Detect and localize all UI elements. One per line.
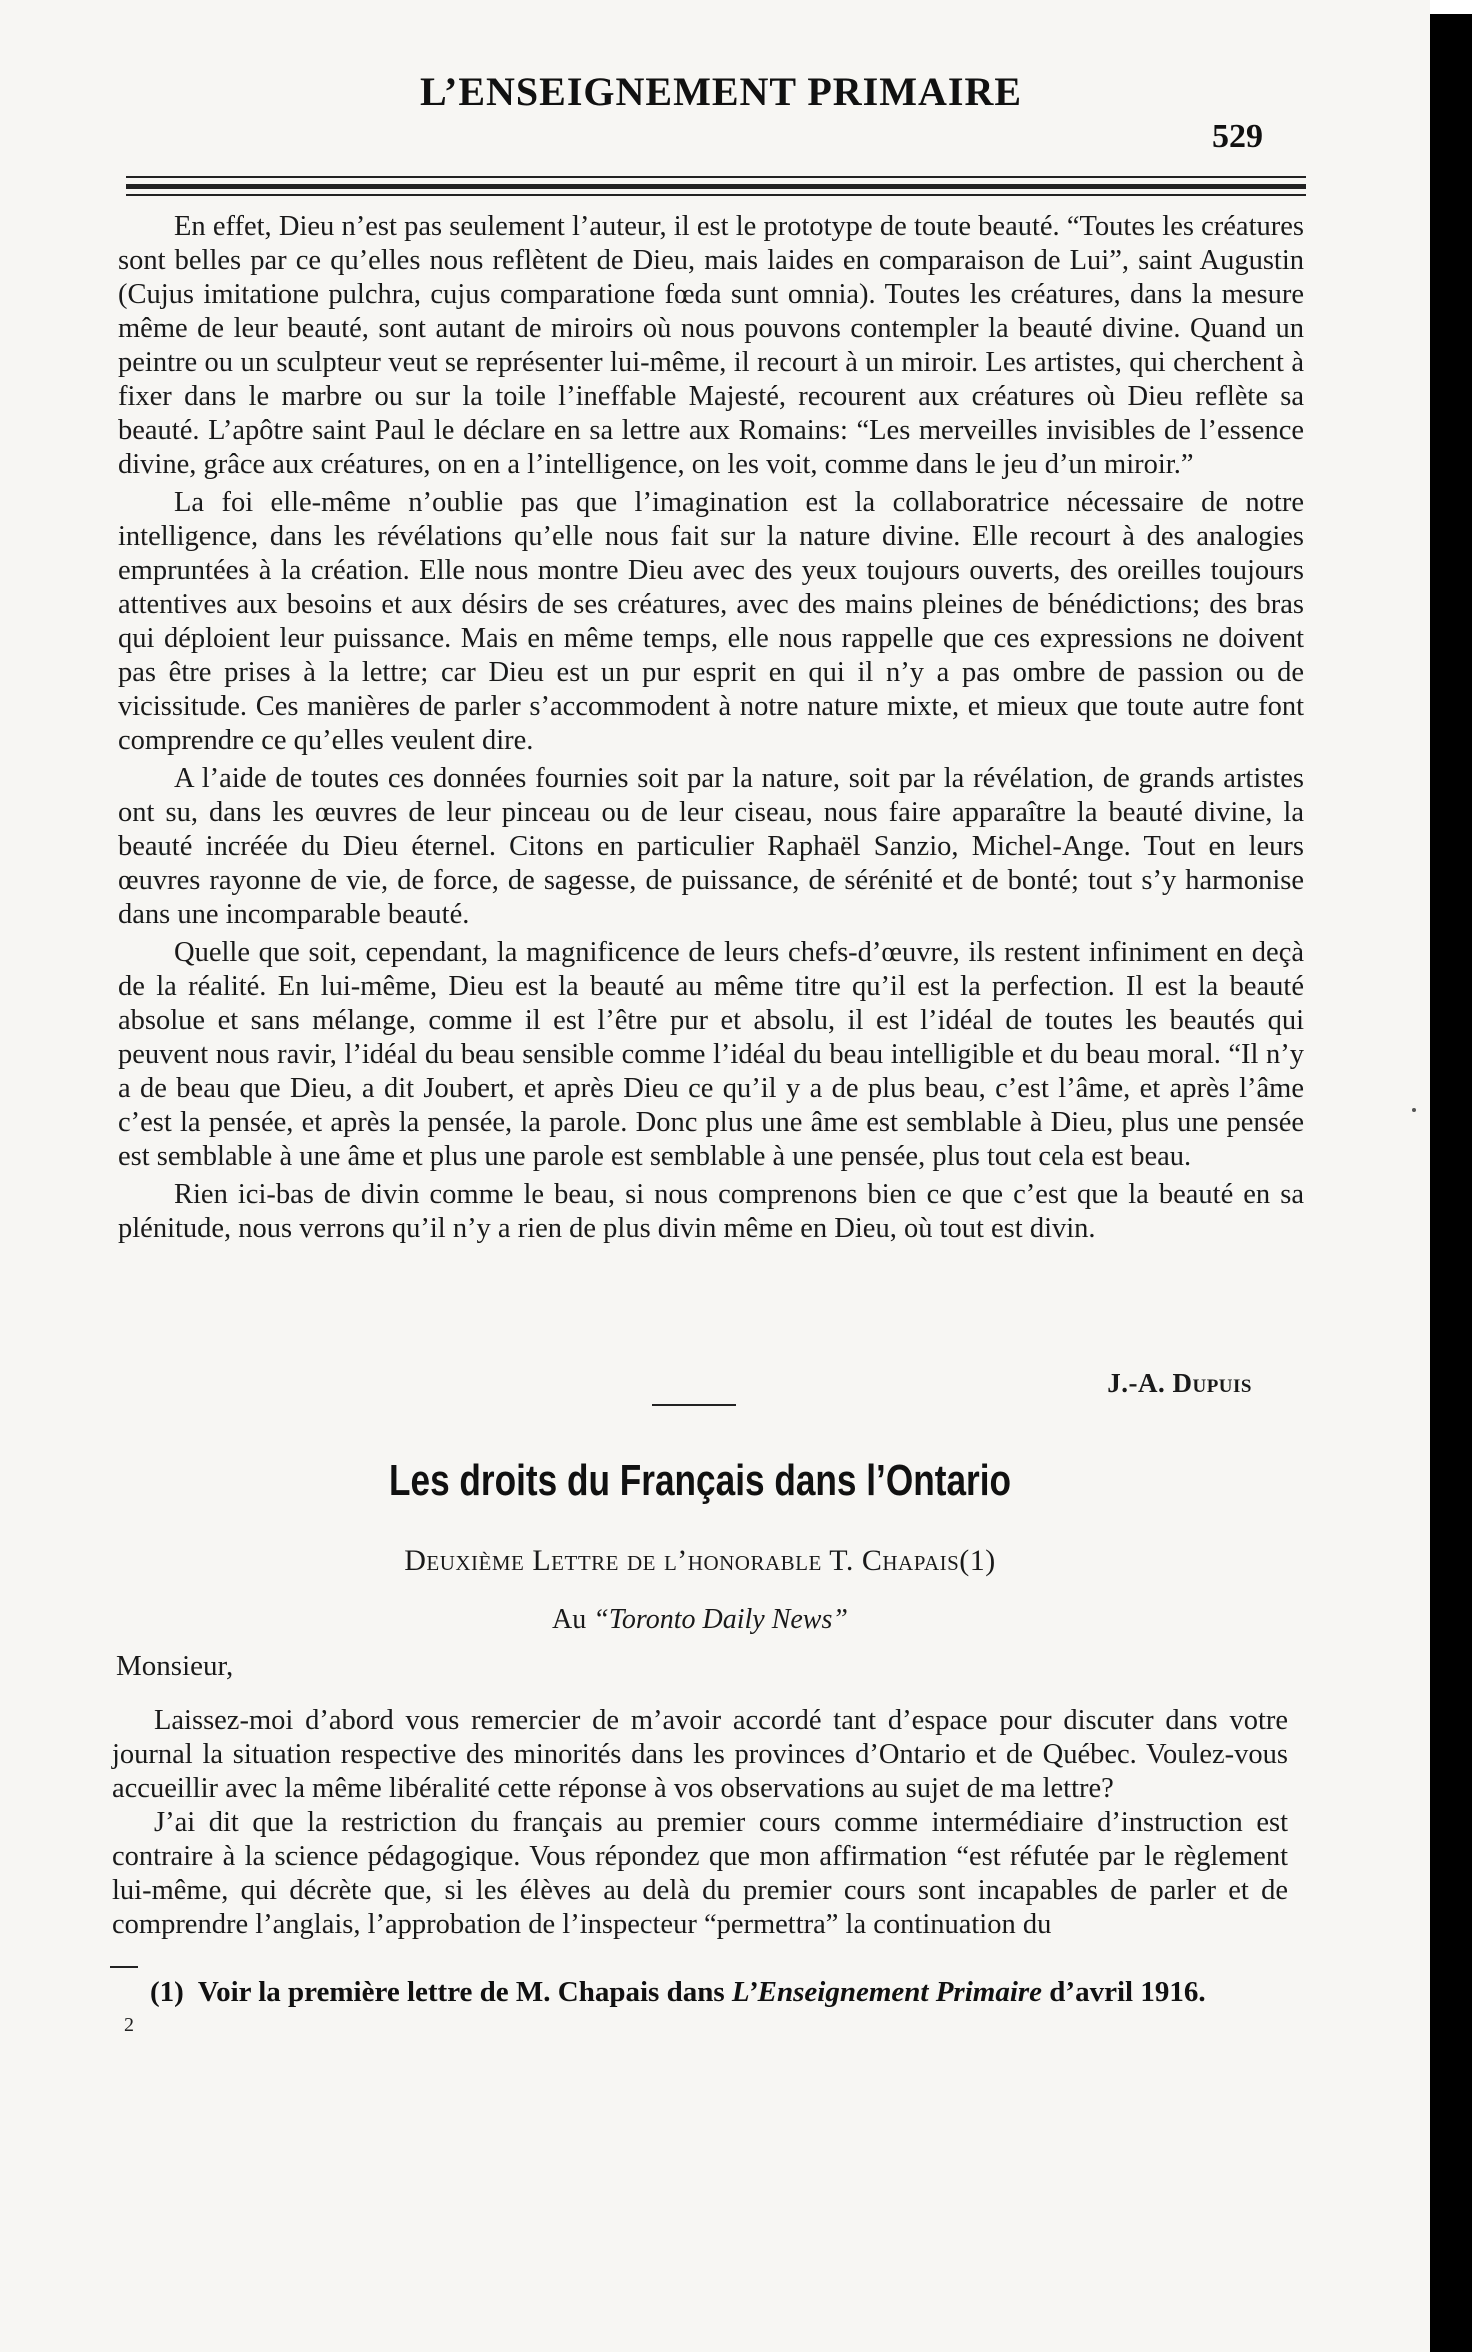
newspaper-name: “Toronto Daily News” — [593, 1604, 848, 1635]
paragraph: A l’aide de toutes ces données fournies soit par la nature, soit par la révélation, de grands artistes ont su, dans les œuvres de leur pinceau ou de leur ciseau, nous faire apparaître la beauté divine, la beauté incréée du Dieu éternel. Citons en particulier Raphaël Sanzio, Michel-Ange. Tout en leurs œuvres rayonne de vie, de force, de sagesse, de puissance, de sérénité et de bonté; tout s’y harmonise dans une incomparable beauté. — [118, 763, 1304, 930]
addressee-line — [400, 1604, 1000, 1636]
page-number: 529 — [1212, 118, 1263, 155]
author-initials: J.-A. — [1107, 1368, 1166, 1398]
addressee-prefix: Au — [552, 1604, 587, 1635]
header-rule-thick — [126, 184, 1306, 189]
paragraph: Rien ici-bas de divin comme le beau, si nous comprenons bien ce que c’est que la beauté en sa plénitude, nous verrons qu’il n’y a rien de plus divin même en Dieu, où tout est divin. — [118, 1179, 1304, 1244]
scan-edge-mark — [1430, 0, 1472, 14]
subtitle-text: Deuxième Lettre de l’honorable T. Chapais — [404, 1544, 960, 1577]
footnote-date: d’avril 1916. — [1049, 1976, 1206, 2008]
scan-speck — [1412, 1108, 1416, 1112]
header-rule-thin — [126, 194, 1306, 196]
author-surname: Dupuis — [1172, 1368, 1252, 1398]
paragraph: La foi elle-même n’oublie pas que l’imagination est la collaboratrice nécessaire de notre intelligence, dans les révélations qu’elle nous fait sur la nature divine. Elle recourt à des analogies empruntées à la création. Elle nous montre Dieu avec des yeux toujours ouverts, des oreilles toujours attentives aux besoins et aux désirs de ses créatures, avec des mains pleines de bénédictions; des bras qui déploient leur puissance. Mais en même temps, elle nous rappelle que ces expressions ne doivent pas être prises à la lettre; car Dieu est un pur esprit en qui il n’y a pas ombre de passion ou de vicissitude. Ces manières de parler s’accommodent à notre nature mixte, et mieux que toute autre font comprendre ce qu’elles veulent dire. — [118, 487, 1304, 756]
article-subtitle — [300, 1544, 1100, 1578]
salutation: Monsieur, — [116, 1650, 234, 1682]
footnote — [150, 1976, 1260, 2009]
header-rule-thin — [126, 176, 1306, 178]
signature-mark: 2 — [124, 2014, 134, 2036]
paragraph: Laissez-moi d’abord vous remercier de m’avoir accordé tant d’espace pour discuter dans votre journal la situation respective des minorités dans les provinces d’Ontario et de Québec. Voulez-vous accueillir avec la même libéralité cette réponse à vos observations au sujet de ma lettre? — [112, 1705, 1288, 1804]
paragraph: En effet, Dieu n’est pas seulement l’auteur, il est le prototype de toute beauté. “Toutes les créatures sont belles par ce qu’elles nous reflètent de Dieu, mais laides en comparaison de Lui”, saint Augustin (Cujus imitatione pulchra, cujus comparatione fœda sunt omnia). Toutes les créatures, dans la mesure même de leur beauté, sont autant de miroirs où nous pouvons contempler la beauté divine. Quand un peintre ou un sculpteur veut se représenter lui-même, il recourt à un miroir. Les artistes, qui cherchent à fixer dans le marbre ou sur la toile l’ineffable Majesté, recourent aux créatures où Dieu reflète sa beauté. L’apôtre saint Paul le déclare en sa lettre aux Romains: “Les merveilles invisibles de l’essence divine, grâce aux créatures, on en a l’intelligence, on les voit, comme dans le jeu d’un miroir.” — [118, 211, 1304, 480]
footnote-rule — [110, 1966, 138, 1968]
author-signature — [1107, 1368, 1252, 1399]
running-head-title: L’ENSEIGNEMENT PRIMAIRE — [420, 69, 1023, 114]
article-body — [118, 210, 1304, 1246]
footnote-marker: (1) — [150, 1976, 184, 2008]
article-title: Les droits du Français dans l’Ontario — [389, 1456, 1011, 1505]
paragraph: J’ai dit que la restriction du français au premier cours comme intermédiaire d’instruction est contraire à la science pédagogique. Vous répondez que mon affirmation “est réfutée par le règlement lui-même, qui décrète que, si les élèves au delà du premier cours sont incapables de parler et de comprendre l’anglais, l’approbation de l’inspecteur “permettra” la continuation du — [112, 1807, 1288, 1940]
paragraph: Quelle que soit, cependant, la magnificence de leurs chefs-d’œuvre, ils restent infiniment en deçà de la réalité. En lui-même, Dieu est la beauté au même titre qu’il est la perfection. Il est la beauté absolue et sans mélange, comme il est l’être pur et absolu, il est l’idéal de toutes les beautés qui peuvent nous ravir, l’idéal du beau sensible comme l’idéal du beau intelligible et du beau moral. “Il n’y a de beau que Dieu, a dit Joubert, et après Dieu ce qu’il y a de plus beau, c’est l’âme, et après l’âme c’est la pensée, et après la pensée, la parole. Donc plus une âme est semblable à Dieu, plus une pensée est semblable à une âme et plus une parole est semblable à une pensée, plus tout cela est beau. — [118, 937, 1304, 1172]
letter-body — [112, 1704, 1288, 1942]
footnote-text: Voir la première lettre de M. Chapais dans — [197, 1976, 725, 2008]
footnote-publication: L’Enseignement Primaire — [731, 1976, 1043, 2008]
section-divider — [652, 1404, 736, 1406]
footnote-reference: (1) — [959, 1544, 996, 1577]
